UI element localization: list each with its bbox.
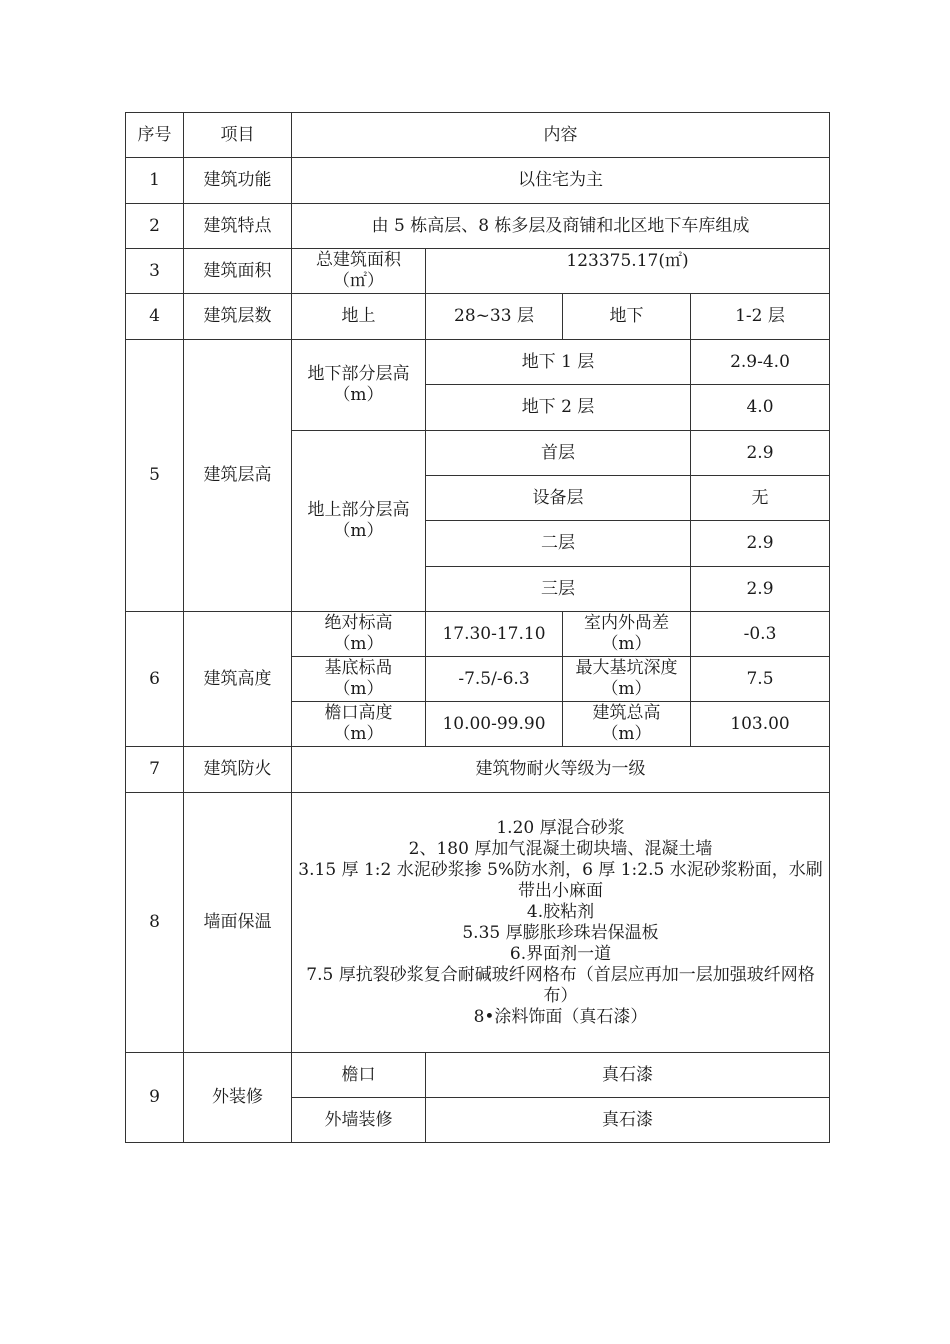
above-ground-label: 地上 — [292, 294, 426, 340]
area-label — [292, 249, 426, 294]
above-height-label — [292, 431, 426, 612]
row-fire — [126, 747, 830, 793]
row-item: 建筑防火 — [184, 747, 292, 793]
insulation-layer: 3.15 厚 1:2 水泥砂浆掺 5%防水剂，6 厚 1:2.5 水泥砂浆粉面，水刷带出小麻面 — [298, 859, 823, 901]
total-height-unit: （m） — [601, 724, 652, 744]
row-storey-height-b1 — [126, 340, 830, 385]
base-elevation-label — [292, 657, 426, 702]
header-content: 内容 — [292, 113, 830, 158]
f3-value: 2.9 — [691, 567, 830, 612]
row-item: 建筑层数 — [184, 294, 292, 340]
b2-label: 地下 2 层 — [426, 385, 691, 431]
features-value: 由 5 栋高层、8 栋多层及商铺和北区地下车库组成 — [292, 204, 830, 249]
below-ground-label: 地下 — [563, 294, 691, 340]
row-number: 3 — [126, 249, 184, 294]
eave-height-text: 檐口高度 — [324, 703, 393, 723]
insulation-layer: 8•涂料饰面（真石漆） — [473, 1006, 648, 1027]
row-area — [126, 249, 830, 294]
insulation-layer: 4.胶粘剂 — [526, 901, 595, 922]
eave-height-value: 10.00-99.90 — [426, 702, 563, 747]
exterior-eave-label: 檐口 — [292, 1053, 426, 1098]
insulation-layers — [292, 793, 830, 1053]
underground-height-text: 地下部分层高 — [307, 364, 410, 384]
row-item: 墙面保温 — [184, 793, 292, 1053]
equip-label: 设备层 — [426, 476, 691, 521]
insulation-layer: 7.5 厚抗裂砂浆复合耐碱玻纤网格布（首层应再加一层加强玻纤网格布） — [306, 964, 815, 1006]
exterior-eave-value: 真石漆 — [426, 1053, 830, 1098]
pit-depth-unit: （m） — [601, 679, 652, 699]
total-height-label — [563, 702, 691, 747]
absolute-elevation-unit: （m） — [333, 634, 384, 654]
b1-label: 地下 1 层 — [426, 340, 691, 385]
base-elevation-unit: （m） — [333, 679, 384, 699]
fire-value: 建筑物耐火等级为一级 — [292, 747, 830, 793]
row-item: 建筑面积 — [184, 249, 292, 294]
area-label-unit: （㎡） — [333, 271, 384, 291]
row-item: 建筑高度 — [184, 612, 292, 747]
row-number: 4 — [126, 294, 184, 340]
eave-height-label — [292, 702, 426, 747]
row-number: 5 — [126, 340, 184, 612]
f2-value: 2.9 — [691, 521, 830, 567]
underground-height-unit: （m） — [333, 385, 384, 405]
total-height-value: 103.00 — [691, 702, 830, 747]
absolute-elevation-value: 17.30-17.10 — [426, 612, 563, 657]
b1-value: 2.9-4.0 — [691, 340, 830, 385]
pit-depth-label — [563, 657, 691, 702]
exterior-wall-value: 真石漆 — [426, 1098, 830, 1143]
exterior-wall-label: 外墙装修 — [292, 1098, 426, 1143]
total-height-text: 建筑总高 — [592, 703, 661, 723]
equip-value: 无 — [691, 476, 830, 521]
eave-height-unit: （m） — [333, 724, 384, 744]
row-item: 建筑功能 — [184, 158, 292, 204]
indoor-outdoor-diff-label — [563, 612, 691, 657]
row-number: 1 — [126, 158, 184, 204]
above-height-text: 地上部分层高 — [307, 500, 410, 520]
indoor-outdoor-diff-unit: （m） — [601, 634, 652, 654]
row-item: 建筑特点 — [184, 204, 292, 249]
header-no: 序号 — [126, 113, 184, 158]
underground-height-label — [292, 340, 426, 431]
row-exterior-eave — [126, 1053, 830, 1098]
absolute-elevation-label — [292, 612, 426, 657]
row-features — [126, 204, 830, 249]
f1-value: 2.9 — [691, 431, 830, 476]
absolute-elevation-text: 绝对标高 — [324, 613, 393, 633]
pit-depth-text: 最大基坑深度 — [575, 658, 678, 678]
insulation-layer: 1.20 厚混合砂浆 — [496, 817, 625, 838]
row-floors — [126, 294, 830, 340]
above-ground-floors: 28~33 层 — [426, 294, 563, 340]
row-number: 8 — [126, 793, 184, 1053]
row-number: 9 — [126, 1053, 184, 1143]
row-item: 外装修 — [184, 1053, 292, 1143]
pit-depth-value: 7.5 — [691, 657, 830, 702]
header-row — [126, 113, 830, 158]
function-value: 以住宅为主 — [292, 158, 830, 204]
insulation-layer: 6.界面剂一道 — [509, 943, 612, 964]
f1-label: 首层 — [426, 431, 691, 476]
insulation-layer: 5.35 厚膨胀珍珠岩保温板 — [462, 922, 659, 943]
area-label-text: 总建筑面积 — [316, 250, 401, 270]
above-height-unit: （m） — [333, 521, 384, 541]
row-item: 建筑层高 — [184, 340, 292, 612]
row-number: 2 — [126, 204, 184, 249]
header-item: 项目 — [184, 113, 292, 158]
base-elevation-value: -7.5/-6.3 — [426, 657, 563, 702]
indoor-outdoor-diff-text: 室内外咼差 — [584, 613, 669, 633]
row-number: 7 — [126, 747, 184, 793]
indoor-outdoor-diff-value: -0.3 — [691, 612, 830, 657]
row-height-absolute — [126, 612, 830, 657]
f2-label: 二层 — [426, 521, 691, 567]
f3-label: 三层 — [426, 567, 691, 612]
below-ground-floors: 1-2 层 — [691, 294, 830, 340]
area-value: 123375.17(㎡) — [426, 249, 830, 294]
insulation-layer: 2、180 厚加气混凝土砌块墙、混凝土墙 — [408, 838, 713, 859]
row-insulation — [126, 793, 830, 1053]
project-overview-table — [125, 112, 830, 1143]
row-number: 6 — [126, 612, 184, 747]
b2-value: 4.0 — [691, 385, 830, 431]
base-elevation-text: 基底标咼 — [324, 658, 393, 678]
row-function — [126, 158, 830, 204]
